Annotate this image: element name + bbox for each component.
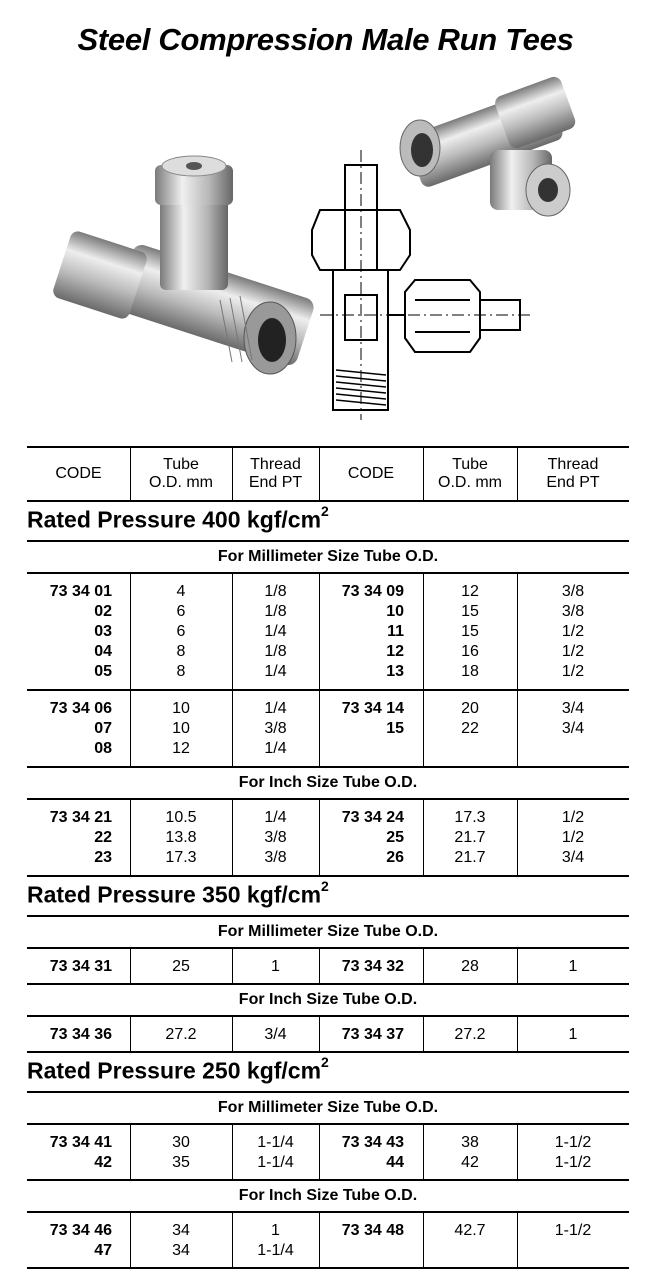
data-block: 73 34 41 42 30 35 1-1/4 1-1/4 73 34 43 44 38 42 1-1/2 1-1/2 bbox=[27, 1125, 629, 1181]
section-mm-400: For Millimeter Size Tube O.D. bbox=[27, 542, 629, 574]
pressure-heading-350: Rated Pressure 350 kgf/$cm^2$ bbox=[27, 877, 629, 917]
header-tube-2: Tube O.D. mm bbox=[438, 456, 502, 491]
data-block: 73 34 21 22 23 10.5 13.8 17.3 1/4 3/8 3/8 73 34 24 25 26 17.3 21.7 21.7 1/2 1/2 3/4 bbox=[27, 800, 629, 877]
header-thread-2: Thread End PT bbox=[546, 456, 600, 491]
page-title: Steel Compression Male Run Tees bbox=[77, 22, 574, 57]
fitting-photo-right bbox=[400, 75, 577, 216]
header-code: CODE bbox=[55, 465, 102, 482]
data-block: 73 34 01 02 03 04 05 4 6 6 8 8 1/8 1/8 1/4 1/8 1/4 73 34 09 10 11 12 13 12 15 15 16 18 3/8 3/8 1/2 1/2 1/2 bbox=[27, 574, 629, 691]
header-code-2: CODE bbox=[347, 465, 395, 482]
pressure-heading-250: Rated Pressure 250 kgf/$cm^2$ bbox=[27, 1053, 629, 1093]
section-mm-250: For Millimeter Size Tube O.D. bbox=[27, 1093, 629, 1125]
table-header bbox=[27, 446, 629, 502]
data-block: 73 34 36 27.2 3/4 73 34 37 27.2 1 bbox=[27, 1017, 629, 1053]
data-block: 73 34 06 07 08 10 10 12 1/4 3/8 1/4 73 34 14 15 20 22 3/4 3/4 bbox=[27, 691, 629, 768]
fitting-photo-left bbox=[51, 156, 316, 374]
section-mm-350: For Millimeter Size Tube O.D. bbox=[27, 917, 629, 949]
section-inch-250: For Inch Size Tube O.D. bbox=[27, 1181, 629, 1213]
product-illustration bbox=[0, 70, 651, 440]
header-tube: Tube O.D. mm bbox=[149, 456, 213, 491]
section-inch-400: For Inch Size Tube O.D. bbox=[27, 768, 629, 800]
pressure-heading-400: Rated Pressure 400 kgf/$cm^2$ bbox=[27, 502, 629, 542]
header-thread: Thread End PT bbox=[248, 456, 303, 491]
data-block: 73 34 46 47 34 34 1 1-1/4 73 34 48 42.7 1-1/2 bbox=[27, 1213, 629, 1269]
parts-table bbox=[27, 446, 629, 1269]
section-inch-350: For Inch Size Tube O.D. bbox=[27, 985, 629, 1017]
data-block: 73 34 31 25 1 73 34 32 28 1 bbox=[27, 949, 629, 985]
